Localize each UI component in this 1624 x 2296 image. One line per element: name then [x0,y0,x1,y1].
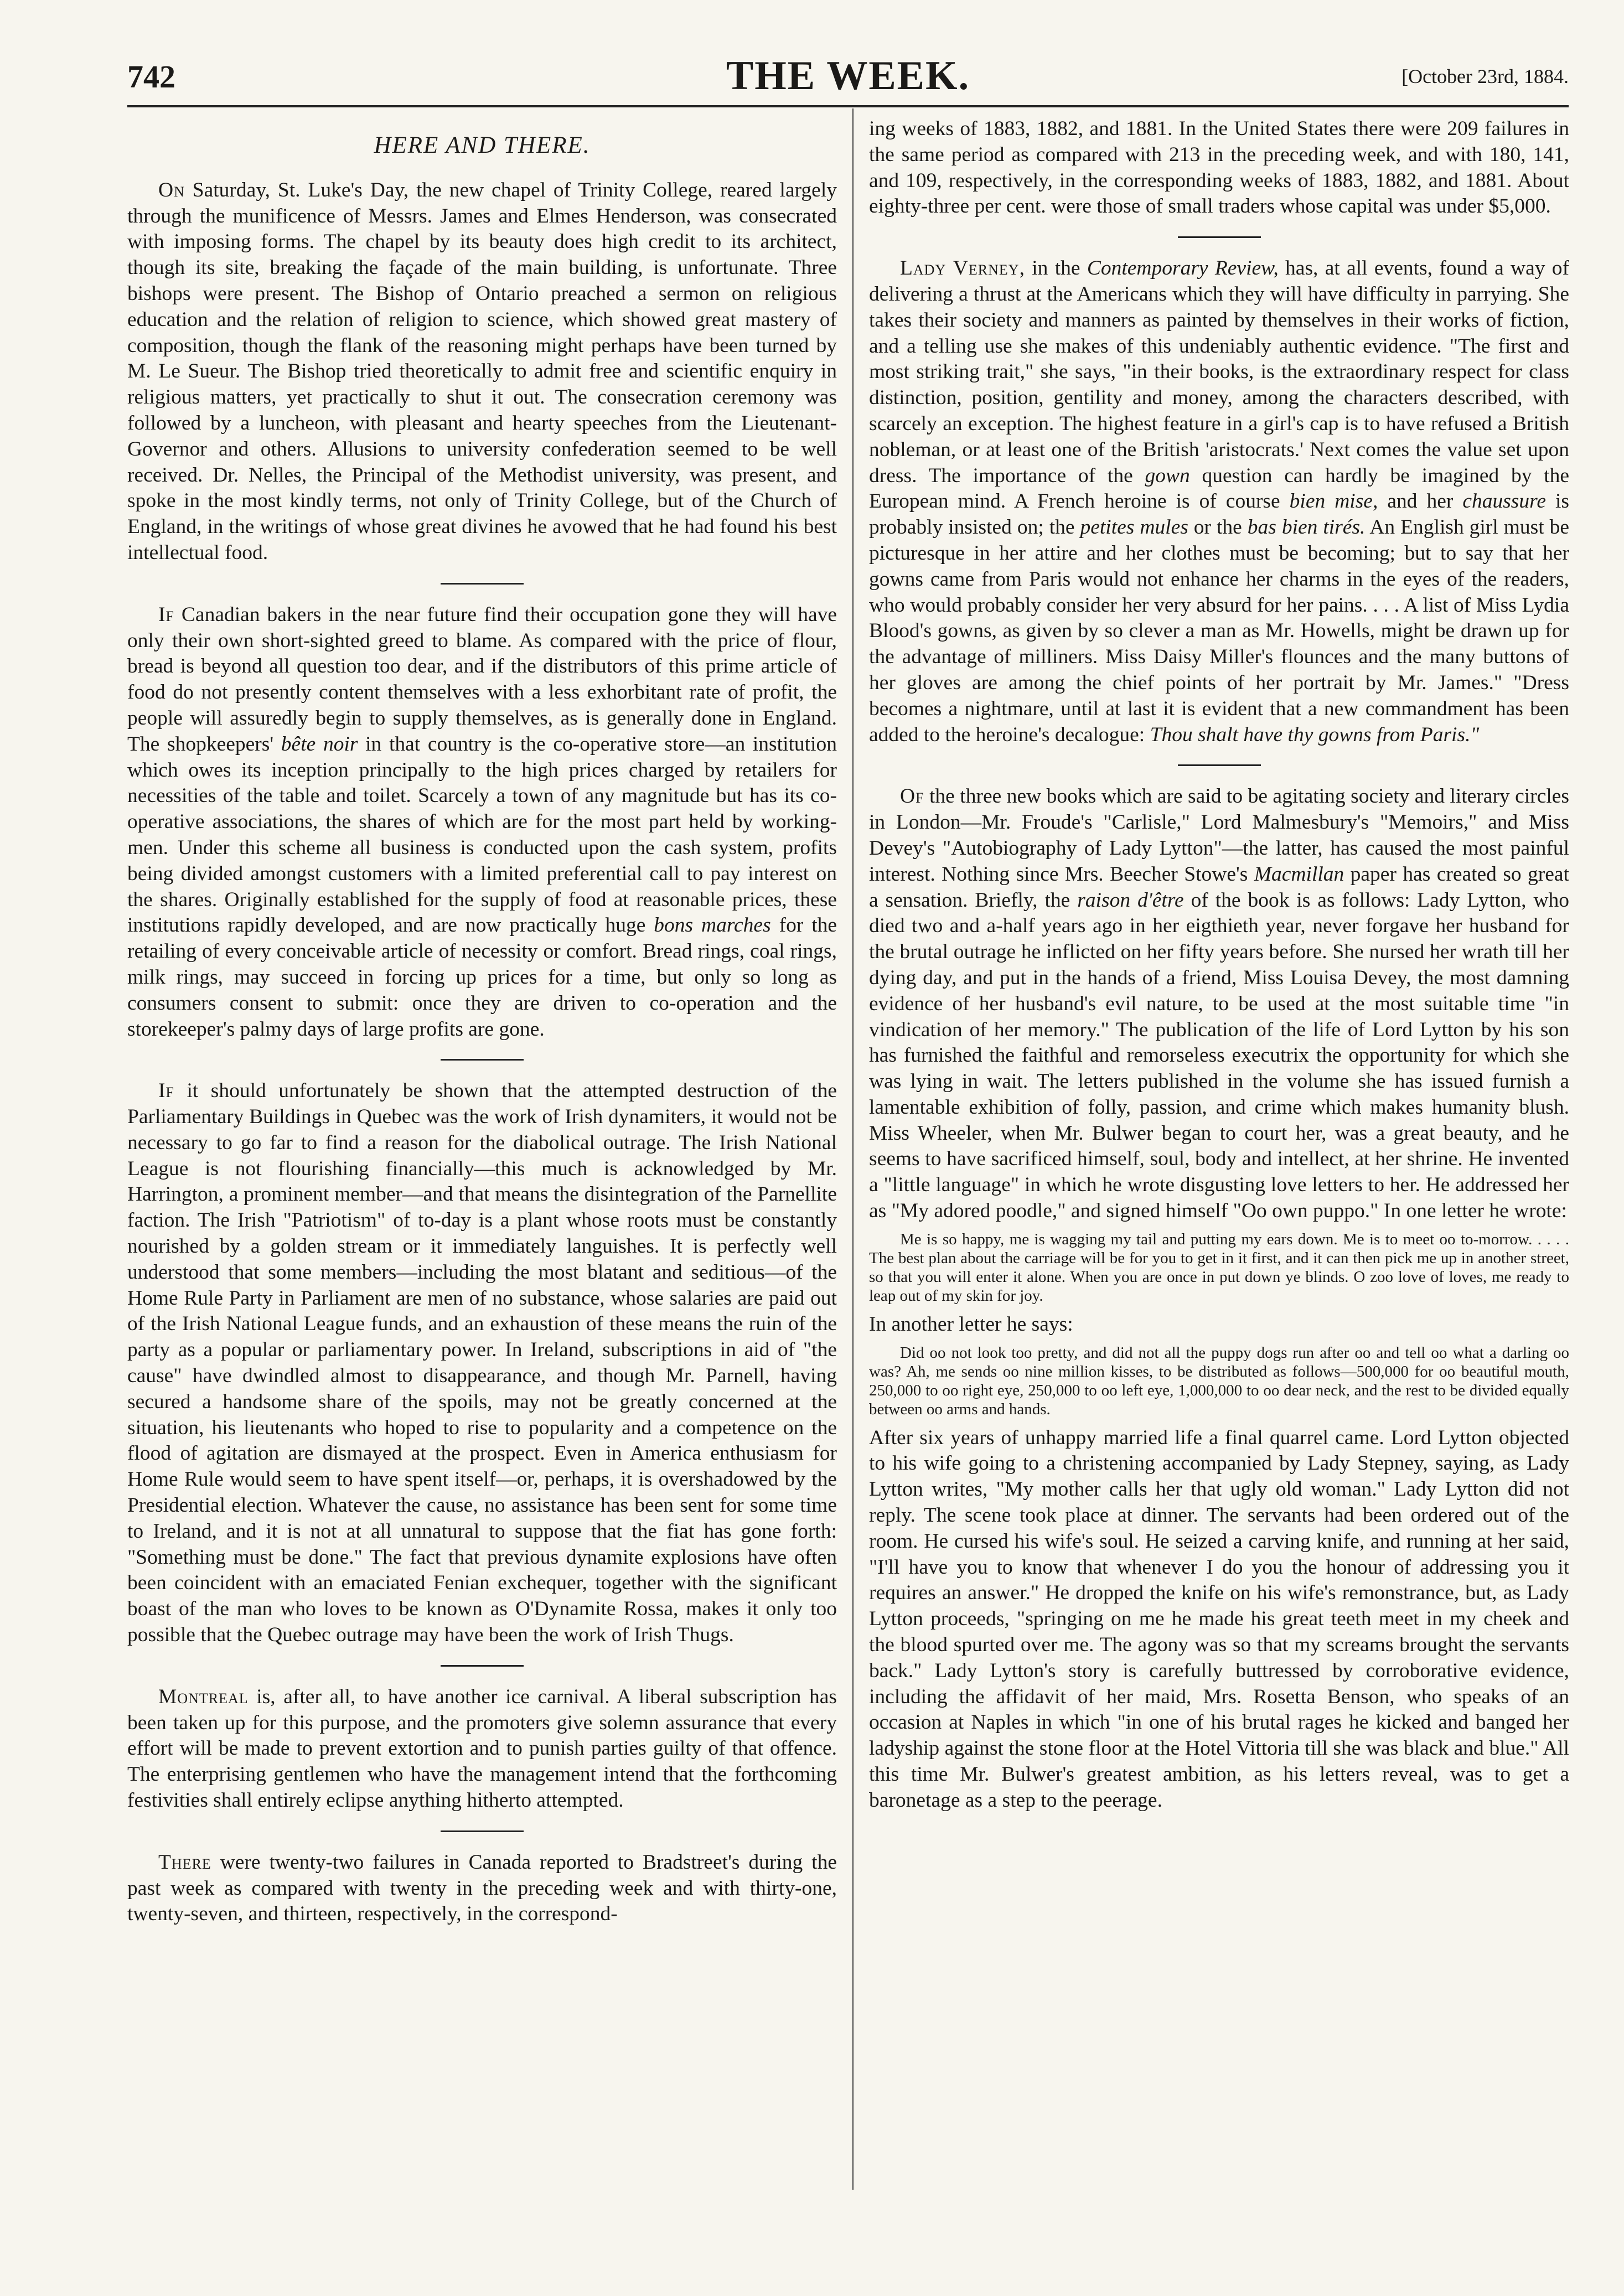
italic-phrase: bête noir [281,732,358,756]
paragraph-text: is, after all, to have another ice carnival. A liberal subscription has been taken up for this purpose, and the promoters give solemn assurance that every effort will be made to prevent extortion and to punish parties guilty of that offence. The enterprising gentlemen who have the management intend that the forthcoming festivities shall entirely eclipse anything hitherto attempted. [127,1685,837,1812]
lead-word: If [158,603,174,626]
section-separator [1178,236,1261,238]
italic-phrase: bien mise, [1289,490,1378,513]
left-column [127,116,837,1927]
paragraph-text: has, at all events, found a way of delivering a thrust at the Americans which they will have difficulty in parrying. She takes their society and manners as painted by themselves in their works of fiction, and a telling use she makes of this undeniably authentic evidence. "The first and most striking trait," she says, "in their books, is the extraordinary respect for class distinction, position, gentility and money, among the characters described, with scarcely an exception. The highest feature in a girl's cap is to have refused a British nobleman, or at least one of the British 'aristocrats.' Next comes the value set upon dress. The importance of the [869,257,1570,487]
italic-phrase: Contemporary Review, [1087,257,1279,280]
paragraph-quarrel: After six years of unhappy married life a final quarrel came. Lord Lytton objected to his wife going to a christening accompanied by Lady Stepney, saying, as Lady Lytton writes, "My mother calls her that ugly old woman." Lady Lytton did not reply. The scene took place at dinner. The servants had been ordered out of the room. He cursed his wife's soul. He seized a carving knife, and running at her said, "I'll have you to know that whenever I do you the honour of addressing you it requires an answer." He dropped the knife on his wife's remonstrance, but, as Lady Lytton proceeds, "springing on me he made his great teeth meet in my cheek and the blood spurted over me. The agony was so that my screams brought the servants back." Lady Lytton's story is carefully buttressed by corroborative evidence, including the affidavit of her maid, Mrs. Rosetta Benson, who speaks of an occasion at Naples in which "in one of his brutal rages he kicked and banged her ladyship against the stone floor at the Hotel Vittoria till she was black and blue." All this time Mr. Bulwer's greatest ambition, as his letters reveal, was to get a baronetage as a step to the peerage. [869,1426,1569,1812]
letter-quote-1: Me is so happy, me is wagging my tail and putting my ears down. Me is to meet oo to-morrow. . . . . The best plan about the carriage will be for you to get in it first, and it can then pick me up in another street, so that you will enter it alone. When you are once in put down ye blinds. O zoo love of loves, me ready to leap out of my skin for joy. [869,1230,1569,1305]
paragraph-text: in the [1032,257,1080,280]
italic-phrase: petites mules [1080,516,1188,539]
page-header [127,53,1569,102]
italic-phrase: raison d'être [1077,888,1184,912]
paragraph-dynamiters [127,1078,837,1648]
lead-word: If [158,1079,174,1103]
page-number: 742 [127,59,175,95]
paragraph-another-letter: In another letter he says: [869,1312,1073,1336]
paragraph-text: paper has created so great a sensation. Briefly, the [869,862,1569,912]
italic-phrase: bas bien tirés. [1247,516,1366,539]
paragraph-text: for the retailing of every conceivable article of necessity or comfort. Bread rings, coal rings, milk rings, may succeed in forcing up prices for a time, but only so long as consumers consent to submit: once they are driven to co-operation and the storekeeper's palmy days of large profits are gone. [127,914,837,1041]
lead-word: On [158,178,185,201]
column-divider [852,108,854,2190]
paragraph-text: of the book is as follows: Lady Lytton, who died two and a-half years ago in her eigthieth year, never forgave her husband for the brutal outrage he inflicted on her fifty years before. She nursed her wrath till her dying day, and put in the hands of a friend, Miss Louisa Devey, the most damning evidence of her husband's evil nature, to be used at the most suitable time "in vindication of her memory." The publication of the life of Lord Lytton by his son has furnished the faithful and remorseless executrix the opportunity for which she was lying in wait. The letters published in the volume she has issued furnish a lamentable exhibition of folly, passion, and crime which makes humanity blush. Miss Wheeler, when Mr. Bulwer began to court her, was a great beauty, and he seems to have sacrificed himself, soul, body and intellect, at her shrine. He invented a "little language" in which he wrote disgusting love letters to her. He addressed her as "My adored poodle," and signed himself "Oo own puppo." In one letter he wrote: [869,888,1570,1223]
paragraph-failures-continued: ing weeks of 1883, 1882, and 1881. In the United States there were 209 failures in the same period as compared with 213 in the preceding week, and with 180, 141, and 109, respectively, in the corresponding weeks of 1883, 1882, and 1881. About eighty-three per cent. were those of small traders whose capital was under $5,000. [869,117,1569,218]
paragraph-bakers [127,602,837,1043]
paragraph-text: Saturday, St. Luke's Day, the new chapel of Trinity College, reared largely through the munificence of Messrs. James and Elmes Henderson, was consecrated with imposing forms. The chapel by its beauty does high credit to its architect, though its site, breaking the façade of the main building, is unfortunate. Three bishops were present. The Bishop of Ontario preached a sermon on religious education and the relation of religion to science, which showed great mastery of composition, though the flank of the reasoning might perhaps have been turned by M. Le Sueur. The Bishop tried theoretically to admit free and scientific enquiry in religious matters, yet practically to shut it out. The consecration ceremony was followed by a luncheon, with pleasant and hearty speeches from the Lieutenant-Governor and others. Allusions to university confederation seemed to be well received. Dr. Nelles, the Principal of the Methodist university, was present, and spoke in the most kindly terms, not only of Trinity College, but of the Church of England, in the writings of whose great divines he avowed that he had found his best intellectual food. [127,178,837,564]
paragraph-text: were twenty-two failures in Canada reported to Bradstreet's during the past week as compared with twenty in the preceding week and with thirty-one, twenty-seven, and thirteen, respectively, in the correspond- [127,1850,837,1926]
masthead: THE WEEK. [726,53,970,99]
italic-phrase: bons marches [654,914,771,937]
section-separator [441,1665,524,1667]
paragraph-ice-carnival [127,1684,837,1814]
lead-word: There [158,1850,211,1874]
paragraph-text: Canadian bakers in the near future find their occupation gone they will have only their own short-sighted greed to blame. As compared with the price of flour, bread is beyond all question too dear, and if the distributors of this prime article of food do not presently content themselves with a less exhorbitant rate of profit, the people will assuredly begin to supply themselves, as is generally done in England. The shopkeepers' [127,603,837,756]
paragraph-lady-verney [869,256,1569,748]
italic-phrase: Macmillan [1254,862,1344,886]
header-rule [127,105,1569,107]
lead-word: Lady Verney, [900,257,1025,280]
letter-quote-2: Did oo not look too pretty, and did not all the puppy dogs run after oo and tell oo what a darling oo was? Ah, me sends oo nine million kisses, to be distributed as follows—500,000 for oo beautiful mouth, 250,000 to oo right eye, 250,000 to oo left eye, 1,000,000 to oo dear neck, and the rest to be divided equally between oo arms and hands. [869,1343,1569,1418]
paragraph-text: it should unfortunately be shown that the attempted destruction of the Parliamentary Buildings in Quebec was the work of Irish dynamiters, it would not be necessary to go far to find a reason for the diabolical outrage. The Irish National League is not flourishing financially—this much is acknowledged by Mr. Harrington, a prominent member—and that means the disintegration of the Parnellite faction. The Irish "Patriotism" of to-day is a plant whose roots must be constantly nourished by a golden stream or it immediately languishes. It is perfectly well understood that some members—including the most blatant and seditious—of the Home Rule Party in Parliament are men of no substance, whose salaries are paid out of the Irish National League funds, and an exhaustion of these means the ruin of the party as a popular or parliamentary power. In Ireland, subscriptions in aid of "the cause" have dwindled almost to disappearance, and though Mr. Parnell, having secured a handsome share of the spoils, may not be greatly concerned at the situation, his lieutenants who hoped to rise to popularity and a competence on the flood of agitation are dismayed at the prospect. Even in America enthusiasm for Home Rule would seem to have spent itself—or, perhaps, it is overshadowed by the Presidential election. Whatever the cause, no assistance has been sent for some time to Ireland, and it is not at all unnatural to suppose that the fiat has gone forth: "Something must be done." The fact that previous dynamite explosions have often been coincident with an emaciated Fenian exchequer, together with the significant boast of the man who loves to be known as O'Dynamite Rossa, makes it only too possible that the Quebec outrage may have been the work of Irish Thugs. [127,1079,837,1647]
paragraph-text: in that country is the co-operative store—an institution which owes its inception principally to the high prices charged by retailers for necessities of the table and toilet. Scarcely a town of any magnitude but has its co-operative associations, the shares of which are for the most part held by working-men. Under this scheme all business is conducted upon the cash system, profits being divided amongst customers with a limited preferential call to pay interest on the shares. Originally established for the supply of food at reasonable prices, these institutions rapidly developed, and are now practically huge [127,732,837,937]
paragraph-text: question can hardly be imagined by the European mind. A French heroine is of course [869,464,1570,513]
paragraph-text: is probably insisted on; the [869,490,1569,539]
paragraph-lady-lytton [869,784,1569,1224]
paragraph-text: and her [1387,490,1454,513]
italic-phrase: gown [1145,464,1190,487]
right-column [869,116,1569,1814]
lead-word: Of [900,785,924,808]
section-separator [1178,764,1261,766]
italic-phrase: Thou shalt have thy gowns from Paris." [1150,723,1480,746]
issue-date: [October 23rd, 1884. [1401,65,1569,87]
paragraph-text: An English girl must be picturesque in her attire and her clothes must be becoming; but to say that her gowns came from Paris would not enhance her charms in the eyes of the readers, who would probably consider her very absurd for her pains. . . . A list of Miss Lydia Blood's gowns, as given by so clever a man as Mr. Howells, might be drawn up for the advantage of milliners. Miss Daisy Miller's flounces and the many buttons of her gloves are among the chief points of her portrait by Mr. James." "Dress becomes a nightmare, until at last it is evident that a new commandment has been added to the heroine's decalogue: [869,516,1570,746]
section-separator [441,1830,524,1832]
paragraph-failures [127,1850,837,1927]
paragraph-text: the three new books which are said to be agitating society and literary circles in London—Mr. Froude's "Carlisle," Lord Malmesbury's "Memoirs," and Miss Devey's "Autobiography of Lady Lytton"—the latter, has caused the most painful interest. Nothing since Mrs. Beecher Stowe's [869,785,1569,886]
lead-word: Montreal [158,1685,249,1708]
section-title: HERE AND THERE. [374,132,591,158]
section-separator [441,1059,524,1061]
section-separator [441,583,524,585]
paragraph-text: or the [1193,516,1242,539]
paragraph-trinity-chapel [127,178,837,566]
italic-phrase: chaussure [1462,490,1546,513]
